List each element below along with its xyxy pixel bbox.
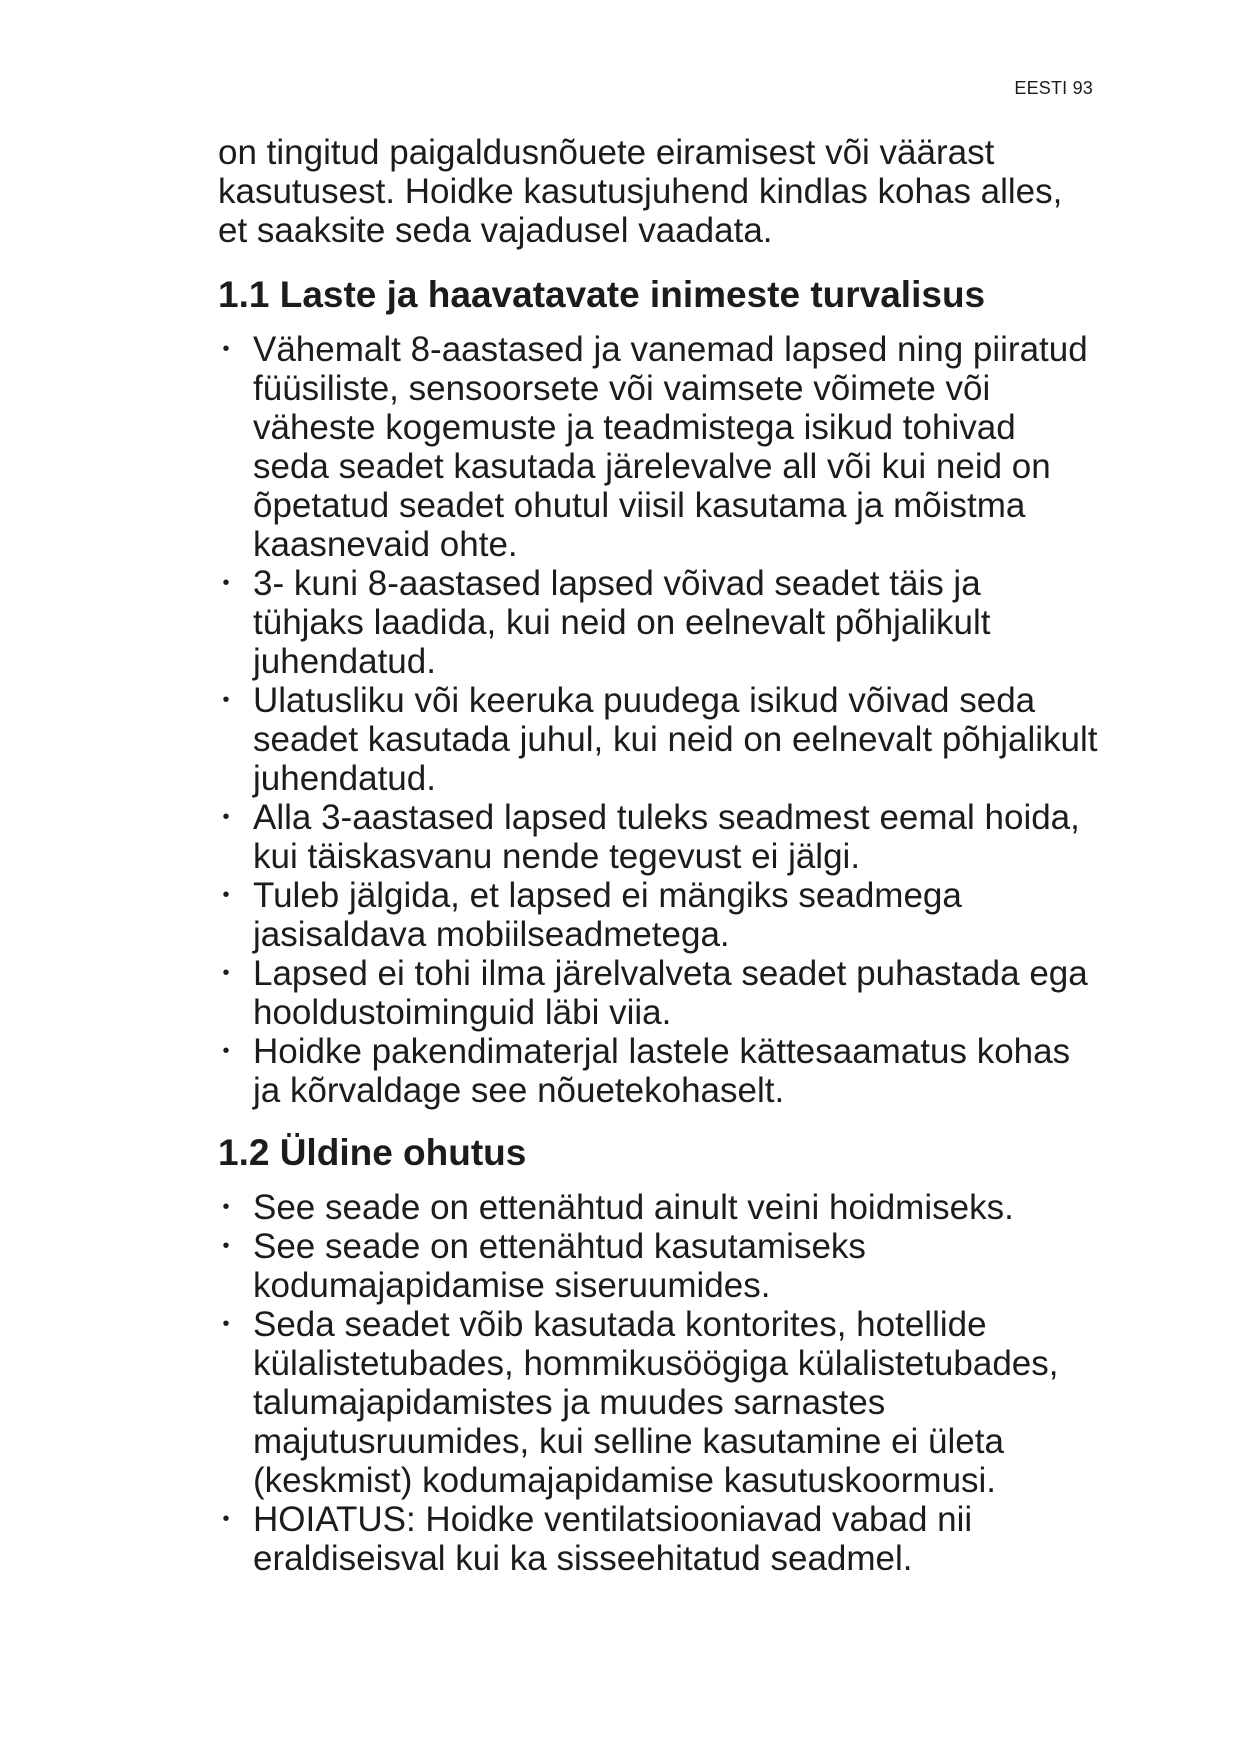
list-item-line: kodumajapidamise siseruumides. bbox=[253, 1266, 771, 1305]
list-item-line: Tuleb jälgida, et lapsed ei mängiks seadmega bbox=[253, 876, 962, 915]
list-item-line: See seade on ettenähtud ainult veini hoidmiseks. bbox=[253, 1188, 1014, 1227]
intro-line: et saaksite seda vajadusel vaadata. bbox=[218, 211, 773, 250]
list-item-line: Seda seadet võib kasutada kontorites, hotellide bbox=[253, 1305, 987, 1344]
list-item bbox=[218, 1188, 1138, 1227]
list-item bbox=[218, 330, 1138, 564]
section-heading-child-safety: 1.1 Laste ja haavatavate inimeste turvalisus bbox=[218, 274, 986, 315]
list-item-line: jasisaldava mobiilseadmetega. bbox=[253, 915, 730, 954]
intro-paragraph bbox=[218, 133, 1138, 250]
list-item-line: juhendatud. bbox=[253, 642, 436, 681]
bullet-icon: • bbox=[222, 1508, 230, 1530]
list-item-line: Alla 3-aastased lapsed tuleks seadmest eemal hoida, bbox=[253, 798, 1080, 837]
list-item-line: talumajapidamistes ja muudes sarnastes bbox=[253, 1383, 886, 1422]
list-item-line: (keskmist) kodumajapidamise kasutuskoormusi. bbox=[253, 1461, 997, 1500]
list-item-line: seadet kasutada juhul, kui neid on eelnevalt põhjalikult bbox=[253, 720, 1098, 759]
section-spacer bbox=[218, 1110, 1138, 1132]
list-item-line: HOIATUS: Hoidke ventilatsiooniavad vabad nii bbox=[253, 1500, 973, 1539]
intro-line: on tingitud paigaldusnõuete eiramisest või väärast bbox=[218, 133, 995, 172]
list-item bbox=[218, 681, 1138, 798]
page-content bbox=[218, 133, 1138, 1578]
child-safety-list bbox=[218, 330, 1138, 1110]
list-item bbox=[218, 954, 1138, 1032]
bullet-icon: • bbox=[222, 1040, 230, 1062]
intro-line: kasutusest. Hoidke kasutusjuhend kindlas kohas alles, bbox=[218, 172, 1063, 211]
general-safety-list bbox=[218, 1188, 1138, 1578]
list-item-line: tühjaks laadida, kui neid on eelnevalt põhjalikult bbox=[253, 603, 991, 642]
list-item-line: füüsiliste, sensoorsete või vaimsete võimete või bbox=[253, 369, 991, 408]
bullet-icon: • bbox=[222, 689, 230, 711]
bullet-icon: • bbox=[222, 962, 230, 984]
list-item-line: õpetatud seadet ohutul viisil kasutama ja mõistma bbox=[253, 486, 1026, 525]
list-item-line: kui täiskasvanu nende tegevust ei jälgi. bbox=[253, 837, 861, 876]
list-item-line: külalistetubades, hommikusöögiga külalistetubades, bbox=[253, 1344, 1059, 1383]
list-item-line: hooldustoiminguid läbi viia. bbox=[253, 993, 672, 1032]
section-heading-general-safety: 1.2 Üldine ohutus bbox=[218, 1132, 527, 1173]
bullet-icon: • bbox=[222, 572, 230, 594]
list-item bbox=[218, 798, 1138, 876]
list-item-line: seda seadet kasutada järelevalve all või kui neid on bbox=[253, 447, 1051, 486]
page-number-label: EESTI 93 bbox=[1014, 78, 1093, 98]
list-item bbox=[218, 1227, 1138, 1305]
list-item-line: eraldiseisval kui ka sisseehitatud seadmel. bbox=[253, 1539, 913, 1578]
list-item bbox=[218, 876, 1138, 954]
list-item-line: Lapsed ei tohi ilma järelvalveta seadet puhastada ega bbox=[253, 954, 1088, 993]
list-item-line: Ulatusliku või keeruka puudega isikud võivad seda bbox=[253, 681, 1036, 720]
bullet-icon: • bbox=[222, 1313, 230, 1335]
list-item-line: kaasnevaid ohte. bbox=[253, 525, 518, 564]
list-item-line: ja kõrvaldage see nõuetekohaselt. bbox=[253, 1071, 785, 1110]
list-item-line: juhendatud. bbox=[253, 759, 436, 798]
list-item bbox=[218, 1500, 1138, 1578]
list-item-line: 3- kuni 8-aastased lapsed võivad seadet täis ja bbox=[253, 564, 981, 603]
list-item bbox=[218, 1032, 1138, 1110]
bullet-icon: • bbox=[222, 1196, 230, 1218]
bullet-icon: • bbox=[222, 884, 230, 906]
list-item-line: väheste kogemuste ja teadmistega isikud tohivad bbox=[253, 408, 1016, 447]
bullet-icon: • bbox=[222, 1235, 230, 1257]
bullet-icon: • bbox=[222, 806, 230, 828]
list-item-line: Hoidke pakendimaterjal lastele kättesaamatus kohas bbox=[253, 1032, 1071, 1071]
list-item-line: See seade on ettenähtud kasutamiseks bbox=[253, 1227, 866, 1266]
list-item-line: Vähemalt 8-aastased ja vanemad lapsed ning piiratud bbox=[253, 330, 1088, 369]
list-item-line: majutusruumides, kui selline kasutamine ei ületa bbox=[253, 1422, 1004, 1461]
bullet-icon: • bbox=[222, 338, 230, 360]
list-item bbox=[218, 564, 1138, 681]
list-item bbox=[218, 1305, 1138, 1500]
